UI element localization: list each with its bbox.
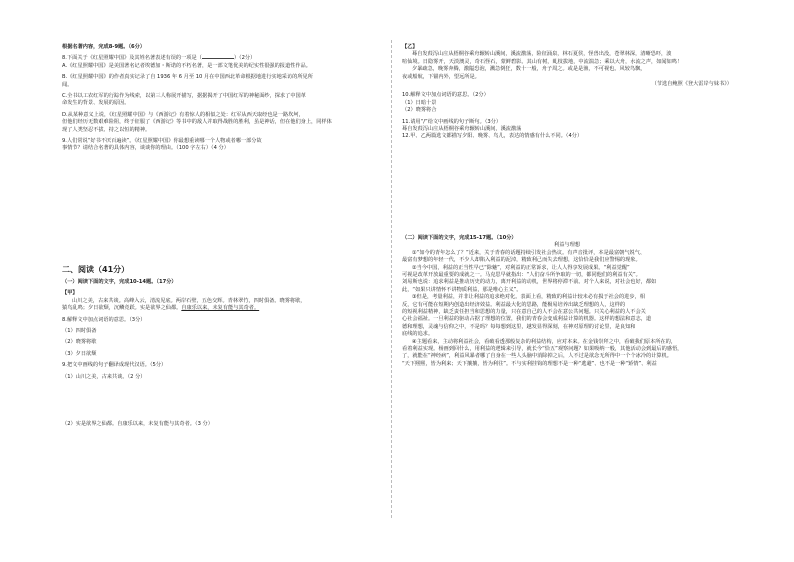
option-a: A.《红星照耀中国》是美国著名记者埃德加・斯诺的不朽名著，是一部文笔优美的纪实性很强的报道性作品。 xyxy=(62,62,311,69)
passage-jia-line1: 山川之美，古来共谈。高峰入云，清流见底。两岸石壁，五色交辉。青林翠竹，四时俱备。晓雾将歇， xyxy=(72,297,306,304)
article-p1-line1: ①“如今的青年怎么了？”近来，关于青春的话题持续引发社会热议。有声音批评，本是最富朝气锐气、 xyxy=(412,249,646,256)
left-column xyxy=(62,44,380,428)
article-p4-line1: ④主题看来，主动将利益社会，看破看透那般复杂的利益结构，应对本来。在金钱崇拜之中，看破我们原本所在的， xyxy=(412,338,677,345)
question-9-line2: 事情节？请结合名著的具体内容，谈谈你的理由。（100 字左右）（4 分） xyxy=(62,145,229,152)
question-11-text: 蓦自发葭泻山庄从梧桐谷乘舟辗转山溪间，溪流激荡 xyxy=(402,126,522,133)
article-p2-line4: 此，“如果只讲情怀不讲物质利益，那是唯心主义”。 xyxy=(402,286,522,293)
subsection-2-title: （二）阅读下面的文字，完成15-17题。（10分） xyxy=(402,234,517,241)
passage-yi-label: 【乙】 xyxy=(402,44,418,50)
explain-item-1: （1）四时俱备 xyxy=(62,327,97,334)
passage-yi-line3: 夕暴疏急，晚雾奔腾，激隘恐泡，溅急倒狂，数十一般，舟子周之。或是是渔，不可视也。风较鸟飘， xyxy=(412,66,646,73)
question-9-line1: 9.人们常说“好书不厌百遍读”。《红星照耀中国》你最想重读哪一个人物或者哪一部分故 xyxy=(62,138,262,145)
option-b-line1: B.《红星照耀中国》的作者真实记录了自 1936 年 6 月至 10 月在中国西北革命根据地进行实地采访的所见所 xyxy=(62,74,313,81)
article-p4-line4: “天下熙熙，皆为利来；天下攘攘，皆为利往”。不与实利挂钩的理想不是一种“逃避”、也不是一种“矫情”、利益 xyxy=(402,360,657,367)
section-reading-title: 二、阅读（41分） xyxy=(62,264,130,274)
question-8-stem-b: ）（2分） xyxy=(233,55,256,62)
right-column xyxy=(402,44,732,368)
article-p2-line1: ②当今中国，利益的正当性早已“除魅”，对利益的正常诉求，让人人得享发展成果。“利益觉醒” xyxy=(412,264,630,271)
article-p1-line2: 最富有梦想的年轻一代，不少人却陷入利益的泥淖，精致利己而失去理想，这恰恰是我们应警惕的现象。 xyxy=(402,257,641,264)
passage-yi-line2: 喧仙境。日隐雾开，天淡澳灵，奇石怪石，蒙鲜碧影。其山有树，虬枝拔地，中流湍急；乘以大舟，水流之声，如闻如鸣！ xyxy=(402,58,683,65)
question-8-stem-a: 8.下面关于《红星照耀中国》及其姓名著表述有误的一项是（ xyxy=(62,55,202,62)
option-d-line1: D.从某种意义上说，《红星照耀中国》与《西游记》有着惊人的相似之处：红军从西天取经也是一路坎坷， xyxy=(62,111,304,118)
article-p4-line3: 了，就能在“神经病”，利益风暴者哪了自身在一些人头脑中消除掉之后，人不过是欲念无所得中一个个冰冷的计算机。 xyxy=(402,353,672,360)
name-book-intro: 根据名著内容，完成8-9题。（6分） xyxy=(62,44,146,50)
explain-item-2: （2）晓雾将歇 xyxy=(62,339,97,346)
article-p3-line4: 心社会福祉。一旦利益的驱动占据了理想的位置，我们的青春会变成利益计算的机器。这样的想法和意志，道 xyxy=(402,316,652,323)
option-c-line2: 命发生的背景、发展的原因。 xyxy=(62,100,130,107)
question-12: 12.甲、乙两篇选文都描写夕阳、晚雾、鸟儿，表达的情感有什么不同。（4分） xyxy=(402,133,583,140)
column-divider xyxy=(391,40,392,518)
passage-jia-line2-a: 猿鸟乱鸣；夕日欲颓，沉鳞竞跃。实是欲界之仙都。 xyxy=(62,305,182,312)
article-title: 利益与理想 xyxy=(554,242,580,249)
question-translate: 9.把文中画线的句子翻译成现代汉语。（5分） xyxy=(62,362,167,369)
question-11: 11.请用“/”给文中画线的句子断句。（3分） xyxy=(402,118,502,125)
question-10-item-2: （2）晓雾将合 xyxy=(402,107,437,114)
article-p2-line2: 可视是改革开放最重要的成就之一。马克思早就指出：“人们奋斗所争取的一切，都同他们的利益有关”。 xyxy=(402,271,641,278)
passage-jia-underlined: 自康乐以来，未复有能与其奇者。 xyxy=(181,305,260,312)
answer-blank xyxy=(202,58,234,59)
article-p4-line2: 看着利益实现。杨画到回什么，用利益的逻辑来引导，就长今“恰五”观察问题？如果吸纳一般，其他活动会到最后的感悟， xyxy=(402,345,683,352)
question-explain: 8.解释文中加点词语的意思。（3分） xyxy=(62,316,146,323)
translate-item-2: （2）实是欲界之仙都。自康乐以来，未复有能与其奇者。（3 分） xyxy=(62,420,213,427)
article-p2-line3: 刘易斯也说：追求利益是推动历史的动力，离开利益的动机，世界将停滞不前。对个人来说，对社会也好，都如 xyxy=(402,279,657,286)
article-p3-line1: ③但是，考量利益，并非让利益的追求绝对化。表面上看，精致的利益计较未必有损于社会的进步，相 xyxy=(412,294,645,301)
question-8-stem xyxy=(62,55,380,62)
article-p3-line2: 反，它有可能在短期内创造出经济效益。利益最大化的思路，能极易培养出缺乏理想的人，这样的 xyxy=(402,301,626,308)
option-c-line1: C.全书以工农红军的行踪作为线索，以第三人称展开描写，据据揭开了中国红军的神秘面纱，探求了中国革 xyxy=(62,93,306,100)
article-p3-line5: 德和理想，灵魂与信仰之中，不是吗？每每想到这里，越发显得深刻，在神对原理的讨论里，是良知和 xyxy=(402,323,636,330)
option-d-line2: 但他们经历无数艰难险阻，终于征服了《西游记》等书中的敌人并取得战胜的胜利，虽是神话，但在他们身上，同样体 xyxy=(62,119,332,126)
passage-jia-line2 xyxy=(62,305,380,312)
passage-yi-line4: 夜或船航，下锚内外，望远所是。 xyxy=(402,73,480,80)
explain-item-3: （3）夕日欲颓 xyxy=(62,350,97,357)
article-p3-line6: 底线的追求。 xyxy=(402,331,434,338)
article-p3-line3: 的短视利益精神，缺乏责任担当和思想的力量，只在意自己的人不会在意公共问题。只关心利益的人不会关 xyxy=(402,308,646,315)
translate-item-1: （1）山川之美，古来共谈。（2 分） xyxy=(62,373,146,380)
passage-yi-line1: 蓦自发葭泻山庄从梧桐谷乘舟辗转山溪间，溪流激荡，险征涌泉，林石夏侯，怪兽出没，苍翠林深，清晰恐吓，波 xyxy=(412,51,672,58)
subsection-1-title: （一）阅读下面的文字，完成10-14题。（17分） xyxy=(62,278,177,285)
option-d-line3: 现了人类坚忍不拔、持之以恒的精神。 xyxy=(62,126,151,133)
question-10: 10.解释文中加点词语的意思。（2分） xyxy=(402,92,489,99)
question-10-item-1: （1）日暗十景 xyxy=(402,99,437,106)
option-b-line2: 闻。 xyxy=(62,81,73,88)
passage-yi-source: （节选自鲍照《登大雷岸与妹书》） xyxy=(651,81,732,88)
passage-jia-label: 【甲】 xyxy=(62,290,78,297)
